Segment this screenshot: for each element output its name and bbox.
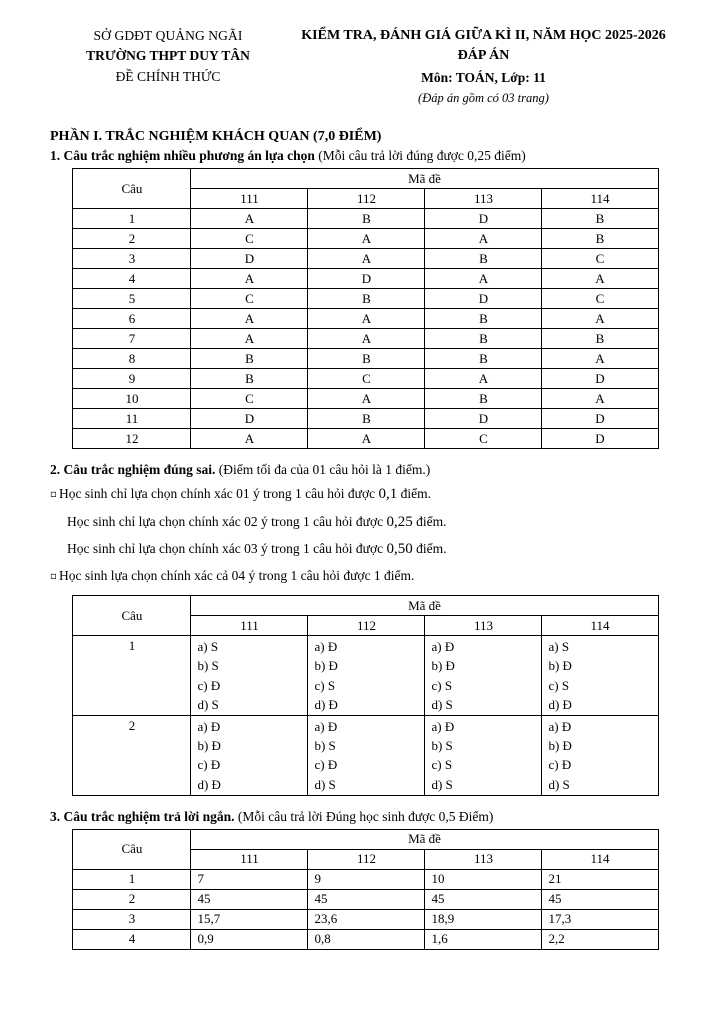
answer-cell: A <box>425 229 542 249</box>
table-row <box>73 309 658 329</box>
scoring-rule-value: 0,1 <box>378 486 398 503</box>
answer-line: a) Đ <box>431 718 455 734</box>
answer-cell: B <box>542 329 658 349</box>
answer-cell: B <box>425 309 542 329</box>
answer-cell: C <box>191 289 308 309</box>
bullet-square-icon: ▫ <box>50 570 57 582</box>
sa-header-made: Mã đề <box>191 829 658 849</box>
answer-cell: A <box>191 329 308 349</box>
answer-cell: D <box>425 289 542 309</box>
answer-line: b) Đ <box>314 658 338 674</box>
answer-line: a) Đ <box>197 718 221 734</box>
section-2-note: (Điểm tối đa của 01 câu hỏi là 1 điểm.) <box>218 462 431 478</box>
answer-line: c) Đ <box>197 757 221 773</box>
answer-cell <box>191 715 308 795</box>
answer-cell: A <box>425 269 542 289</box>
header-left-block <box>50 26 286 107</box>
answer-cell <box>425 715 542 795</box>
question-number: 5 <box>73 289 191 309</box>
answer-line: b) S <box>431 738 453 754</box>
answer-cell: 2,2 <box>542 929 658 949</box>
answer-line: b) S <box>197 658 219 674</box>
answer-cell: 1,6 <box>425 929 542 949</box>
answer-line: a) Đ <box>431 639 455 655</box>
answer-line: c) Đ <box>314 757 338 773</box>
question-number: 12 <box>73 429 191 449</box>
answer-cell: A <box>191 269 308 289</box>
answer-line: d) S <box>431 696 453 712</box>
document-header <box>50 26 681 107</box>
answer-line: d) Đ <box>548 696 572 712</box>
answer-line: d) Đ <box>197 776 221 792</box>
answer-cell: A <box>308 389 425 409</box>
mc-code-111: 111 <box>191 189 308 209</box>
question-number: 3 <box>73 909 191 929</box>
answer-cell: B <box>191 369 308 389</box>
answer-cell: A <box>542 269 658 289</box>
question-number: 1 <box>73 636 191 716</box>
tf-header-made: Mã đề <box>191 596 658 616</box>
answer-cell: B <box>425 249 542 269</box>
answer-cell: A <box>308 329 425 349</box>
answer-cell: D <box>425 209 542 229</box>
table-row <box>73 715 658 795</box>
answer-line: c) S <box>548 677 570 693</box>
table-row <box>73 229 658 249</box>
department-name: SỞ GDĐT QUẢNG NGÃI <box>93 28 243 43</box>
scoring-rule <box>50 566 681 586</box>
table-row <box>73 889 658 909</box>
table-row <box>73 909 658 929</box>
answer-line: d) S <box>548 776 570 792</box>
table-row <box>73 249 658 269</box>
sa-code-111: 111 <box>191 849 308 869</box>
question-number: 9 <box>73 369 191 389</box>
answer-cell: C <box>308 369 425 389</box>
answer-line: d) S <box>197 696 219 712</box>
true-false-answer-table <box>72 595 658 796</box>
tf-header-row <box>73 596 658 616</box>
answer-line: c) S <box>431 677 453 693</box>
answer-cell: 9 <box>308 869 425 889</box>
mc-code-114: 114 <box>542 189 658 209</box>
answer-cell: A <box>308 309 425 329</box>
answer-cell: A <box>191 429 308 449</box>
sa-code-112: 112 <box>308 849 425 869</box>
table-row <box>73 389 658 409</box>
answer-line: a) Đ <box>548 718 572 734</box>
mc-header-made: Mã đề <box>191 169 658 189</box>
mc-header-row <box>73 169 658 189</box>
table-row <box>73 269 658 289</box>
mc-code-112: 112 <box>308 189 425 209</box>
answer-line: b) Đ <box>548 738 572 754</box>
question-number: 2 <box>73 889 191 909</box>
answer-cell: B <box>425 329 542 349</box>
answer-cell <box>425 636 542 716</box>
school-name: TRƯỜNG THPT DUY TÂN <box>86 47 250 63</box>
question-number: 8 <box>73 349 191 369</box>
answer-cell <box>542 636 658 716</box>
answer-cell: A <box>191 209 308 229</box>
answer-cell: A <box>308 249 425 269</box>
answer-cell: C <box>542 249 658 269</box>
answer-line: a) S <box>197 639 219 655</box>
question-number: 4 <box>73 269 191 289</box>
question-number: 6 <box>73 309 191 329</box>
answer-cell: B <box>542 229 658 249</box>
answer-cell: B <box>308 289 425 309</box>
answer-cell: B <box>425 349 542 369</box>
scoring-rule-text: Học sinh chỉ lựa chọn chính xác 01 ý trong 1 câu hỏi được <box>59 486 379 502</box>
question-number: 4 <box>73 929 191 949</box>
section-2-lead: Câu trắc nghiệm đúng sai. <box>63 462 216 478</box>
answer-line: b) S <box>314 738 336 754</box>
answer-cell: C <box>191 389 308 409</box>
question-number: 10 <box>73 389 191 409</box>
table-row <box>73 869 658 889</box>
section-2-table-wrap <box>50 595 681 796</box>
section-2-scoring-rules <box>50 483 681 586</box>
section-1-note: (Mỗi câu trả lời đúng được 0,25 điểm) <box>318 148 526 164</box>
section-1-lead: Câu trắc nghiệm nhiều phương án lựa chọn <box>63 148 315 164</box>
answer-cell: 0,9 <box>191 929 308 949</box>
answer-cell: B <box>308 409 425 429</box>
scoring-rule-text: Học sinh chỉ lựa chọn chính xác 02 ý trong 1 câu hỏi được <box>67 513 387 529</box>
answer-cell: A <box>191 309 308 329</box>
answer-cell: D <box>308 269 425 289</box>
header-right-block <box>286 26 681 107</box>
answer-line: a) S <box>548 639 570 655</box>
answer-line: d) S <box>314 776 336 792</box>
scoring-rule-suffix: điểm. <box>397 486 431 502</box>
section-3-note: (Mỗi câu trả lời Đúng học sinh được 0,5 Điểm) <box>237 808 494 824</box>
answer-line: c) S <box>314 677 336 693</box>
answer-cell: 7 <box>191 869 308 889</box>
question-number: 2 <box>73 715 191 795</box>
answer-cell: A <box>542 349 658 369</box>
answer-cell: 15,7 <box>191 909 308 929</box>
answer-cell <box>191 636 308 716</box>
bullet-square-icon: ▫ <box>50 489 57 501</box>
answer-line: a) Đ <box>314 718 338 734</box>
answer-cell: D <box>191 249 308 269</box>
answer-cell: D <box>542 409 658 429</box>
mc-code-113: 113 <box>425 189 542 209</box>
answer-cell: A <box>308 429 425 449</box>
section-3-table-wrap <box>50 829 681 950</box>
short-answer-table <box>72 829 658 950</box>
answer-cell: B <box>425 389 542 409</box>
section-3-heading <box>50 809 681 825</box>
answer-cell: A <box>542 389 658 409</box>
answer-line: c) Đ <box>548 757 572 773</box>
answer-cell: D <box>542 429 658 449</box>
answer-line: b) Đ <box>548 658 572 674</box>
scoring-rule-text: Học sinh lựa chọn chính xác cả 04 ý trong 1 câu hỏi được 1 điểm. <box>59 567 415 583</box>
answer-cell: 10 <box>425 869 542 889</box>
sa-code-114: 114 <box>542 849 658 869</box>
answer-cell: 23,6 <box>308 909 425 929</box>
answer-line: d) Đ <box>314 696 338 712</box>
question-number: 7 <box>73 329 191 349</box>
table-row <box>73 409 658 429</box>
answer-cell: A <box>425 369 542 389</box>
section-1-number: 1. <box>50 148 61 164</box>
answer-cell: B <box>191 349 308 369</box>
tf-code-113: 113 <box>425 616 542 636</box>
answer-cell: A <box>542 309 658 329</box>
table-row <box>73 429 658 449</box>
scoring-rule-text: Học sinh chỉ lựa chọn chính xác 03 ý trong 1 câu hỏi được <box>67 541 387 557</box>
scoring-rule <box>50 483 681 506</box>
sa-header-cau: Câu <box>73 829 191 869</box>
answer-cell: 45 <box>191 889 308 909</box>
answer-line: b) Đ <box>197 738 221 754</box>
answer-cell: C <box>425 429 542 449</box>
answer-line: c) Đ <box>197 677 221 693</box>
answer-cell: 21 <box>542 869 658 889</box>
answer-cell: C <box>542 289 658 309</box>
answer-cell: 0,8 <box>308 929 425 949</box>
tf-code-114: 114 <box>542 616 658 636</box>
part-1-title: PHẦN I. TRẮC NGHIỆM KHÁCH QUAN (7,0 ĐIỂM) <box>50 129 382 145</box>
answer-cell: B <box>308 349 425 369</box>
page-count-note: (Đáp án gồm có 03 trang) <box>418 91 549 106</box>
section-3-number: 3. <box>50 808 61 824</box>
exam-title: KIỂM TRA, ĐÁNH GIÁ GIỮA KÌ II, NĂM HỌC 2025-2026 <box>301 28 666 43</box>
sa-code-113: 113 <box>425 849 542 869</box>
scoring-rule <box>50 511 681 534</box>
table-row <box>73 369 658 389</box>
answer-cell: 45 <box>308 889 425 909</box>
table-row <box>73 329 658 349</box>
tf-code-112: 112 <box>308 616 425 636</box>
official-exam-label: ĐỀ CHÍNH THỨC <box>115 69 221 85</box>
scoring-rule-suffix: điểm. <box>412 541 447 557</box>
tf-code-111: 111 <box>191 616 308 636</box>
scoring-rule <box>50 538 681 561</box>
scoring-rule-value: 0,25 <box>386 513 413 530</box>
table-row <box>73 929 658 949</box>
table-row <box>73 349 658 369</box>
section-3-lead: Câu trắc nghiệm trả lời ngắn. <box>63 808 235 824</box>
answer-cell: D <box>542 369 658 389</box>
answer-cell: 45 <box>542 889 658 909</box>
answer-cell: 18,9 <box>425 909 542 929</box>
answer-line: b) Đ <box>431 658 455 674</box>
table-row <box>73 636 658 716</box>
answer-cell: C <box>191 229 308 249</box>
table-row <box>73 289 658 309</box>
answer-cell: D <box>425 409 542 429</box>
answer-cell <box>308 715 425 795</box>
section-2-number: 2. <box>50 462 61 478</box>
answer-cell: 17,3 <box>542 909 658 929</box>
question-number: 1 <box>73 209 191 229</box>
question-number: 2 <box>73 229 191 249</box>
mc-header-cau: Câu <box>73 169 191 209</box>
answer-line: a) Đ <box>314 639 338 655</box>
question-number: 3 <box>73 249 191 269</box>
section-1-heading <box>50 148 681 164</box>
answer-cell <box>308 636 425 716</box>
table-row <box>73 209 658 229</box>
tf-header-cau: Câu <box>73 596 191 636</box>
answer-cell: B <box>542 209 658 229</box>
scoring-rule-value: 0,50 <box>386 541 413 558</box>
answer-line: c) S <box>431 757 453 773</box>
multiple-choice-answer-table <box>72 168 658 449</box>
section-1-table-wrap <box>50 168 681 449</box>
answer-cell: D <box>191 409 308 429</box>
sa-header-row <box>73 829 658 849</box>
answer-cell <box>542 715 658 795</box>
question-number: 1 <box>73 869 191 889</box>
section-2-heading <box>50 462 681 478</box>
answer-cell: A <box>308 229 425 249</box>
answer-key-label: ĐÁP ÁN <box>457 48 510 64</box>
scoring-rule-suffix: điểm. <box>412 513 447 529</box>
subject-grade: Môn: TOÁN, Lớp: 11 <box>421 69 546 85</box>
answer-cell: B <box>308 209 425 229</box>
question-number: 11 <box>73 409 191 429</box>
answer-line: d) S <box>431 776 453 792</box>
answer-cell: 45 <box>425 889 542 909</box>
